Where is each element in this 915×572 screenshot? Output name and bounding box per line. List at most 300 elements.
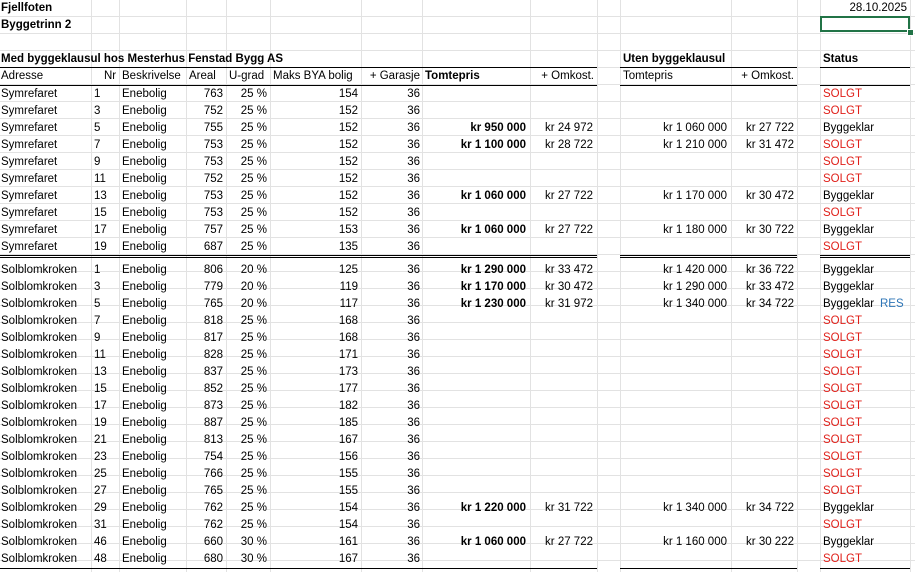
cell-ugrad[interactable]: 25 % bbox=[240, 139, 267, 151]
cell-omkost-uten[interactable]: kr 33 472 bbox=[746, 281, 794, 293]
cell-ugrad[interactable]: 20 % bbox=[240, 264, 267, 276]
cell-adresse[interactable]: Symrefaret bbox=[1, 105, 58, 117]
cell-areal[interactable]: 754 bbox=[203, 451, 223, 463]
cell-maks-bya[interactable]: 185 bbox=[338, 417, 358, 429]
cell-beskrivelse[interactable]: Enebolig bbox=[122, 485, 167, 497]
cell-nr[interactable]: 48 bbox=[94, 553, 107, 565]
cell-omkost-uten[interactable]: kr 30 472 bbox=[746, 190, 794, 202]
cell-ugrad[interactable]: 25 % bbox=[240, 485, 267, 497]
cell-areal[interactable]: 757 bbox=[203, 224, 223, 236]
cell-omkost[interactable] bbox=[530, 432, 593, 449]
cell-tomtepris-uten[interactable] bbox=[620, 432, 727, 449]
cell-adresse[interactable]: Solblomkroken bbox=[1, 468, 78, 480]
cell-tomtepris[interactable] bbox=[422, 364, 526, 381]
cell-beskrivelse[interactable]: Enebolig bbox=[122, 553, 167, 565]
cell-garasje[interactable]: 36 bbox=[407, 173, 420, 185]
cell-tomtepris-uten[interactable]: kr 1 170 000 bbox=[663, 190, 727, 202]
cell-status[interactable]: SOLGT bbox=[823, 207, 862, 219]
cell-omkost[interactable] bbox=[530, 398, 593, 415]
cell-status[interactable]: SOLGT bbox=[823, 88, 862, 100]
cell-tomtepris[interactable] bbox=[422, 205, 526, 222]
cell-ugrad[interactable]: 30 % bbox=[240, 536, 267, 548]
cell-status[interactable]: Byggeklar bbox=[823, 190, 875, 202]
cell-status[interactable]: SOLGT bbox=[823, 434, 862, 446]
cell-nr[interactable]: 23 bbox=[94, 451, 107, 463]
cell-omkost-uten[interactable] bbox=[731, 103, 794, 120]
cell-areal[interactable]: 753 bbox=[203, 139, 223, 151]
cell-omkost[interactable] bbox=[530, 154, 593, 171]
fill-handle[interactable] bbox=[907, 29, 914, 36]
cell-reserved-flag[interactable]: RES bbox=[880, 298, 904, 310]
cell-tomtepris[interactable] bbox=[422, 154, 526, 171]
cell-garasje[interactable]: 36 bbox=[407, 122, 420, 134]
cell-tomtepris-uten[interactable]: kr 1 060 000 bbox=[663, 122, 727, 134]
cell-beskrivelse[interactable]: Enebolig bbox=[122, 315, 167, 327]
cell-omkost[interactable] bbox=[530, 313, 593, 330]
cell-omkost[interactable] bbox=[530, 171, 593, 188]
cell-maks-bya[interactable]: 117 bbox=[339, 298, 358, 310]
cell-garasje[interactable]: 36 bbox=[407, 485, 420, 497]
cell-nr[interactable]: 15 bbox=[94, 207, 107, 219]
cell-maks-bya[interactable]: 152 bbox=[338, 156, 358, 168]
cell-status[interactable]: Byggeklar bbox=[823, 224, 875, 236]
cell-adresse[interactable]: Symrefaret bbox=[1, 207, 58, 219]
cell-maks-bya[interactable]: 177 bbox=[338, 383, 358, 395]
cell-tomtepris-uten[interactable] bbox=[620, 381, 727, 398]
cell-adresse[interactable]: Solblomkroken bbox=[1, 485, 78, 497]
cell-maks-bya[interactable]: 156 bbox=[338, 451, 358, 463]
cell-beskrivelse[interactable]: Enebolig bbox=[122, 224, 167, 236]
cell-adresse[interactable]: Solblomkroken bbox=[1, 349, 78, 361]
cell-maks-bya[interactable]: 152 bbox=[338, 139, 358, 151]
cell-omkost[interactable]: kr 28 722 bbox=[545, 139, 593, 151]
cell-areal[interactable]: 687 bbox=[203, 241, 223, 253]
cell-maks-bya[interactable]: 119 bbox=[339, 281, 358, 293]
cell-ugrad[interactable]: 25 % bbox=[240, 468, 267, 480]
cell-status[interactable]: SOLGT bbox=[823, 105, 862, 117]
cell-nr[interactable]: 7 bbox=[94, 315, 101, 327]
cell-tomtepris[interactable] bbox=[422, 103, 526, 120]
cell-beskrivelse[interactable]: Enebolig bbox=[122, 156, 167, 168]
cell-garasje[interactable]: 36 bbox=[407, 315, 420, 327]
cell-adresse[interactable]: Solblomkroken bbox=[1, 298, 78, 310]
cell-garasje[interactable]: 36 bbox=[407, 139, 420, 151]
cell-omkost-uten[interactable] bbox=[731, 517, 794, 534]
cell-adresse[interactable]: Solblomkroken bbox=[1, 553, 78, 565]
cell-ugrad[interactable]: 25 % bbox=[240, 349, 267, 361]
cell-tomtepris[interactable] bbox=[422, 313, 526, 330]
cell-nr[interactable]: 17 bbox=[94, 400, 107, 412]
cell-garasje[interactable]: 36 bbox=[407, 349, 420, 361]
cell-garasje[interactable]: 36 bbox=[407, 332, 420, 344]
cell-omkost-uten[interactable]: kr 36 722 bbox=[746, 264, 794, 276]
cell-tomtepris-uten[interactable]: kr 1 180 000 bbox=[663, 224, 727, 236]
cell-status[interactable]: SOLGT bbox=[823, 383, 862, 395]
cell-ugrad[interactable]: 25 % bbox=[240, 519, 267, 531]
cell-adresse[interactable]: Solblomkroken bbox=[1, 434, 78, 446]
cell-omkost[interactable] bbox=[530, 466, 593, 483]
cell-garasje[interactable]: 36 bbox=[407, 190, 420, 202]
cell-omkost-uten[interactable] bbox=[731, 415, 794, 432]
cell-tomtepris-uten[interactable]: kr 1 340 000 bbox=[663, 502, 727, 514]
cell-areal[interactable]: 817 bbox=[203, 332, 223, 344]
cell-adresse[interactable]: Symrefaret bbox=[1, 190, 58, 202]
cell-tomtepris[interactable]: kr 1 220 000 bbox=[460, 502, 526, 514]
cell-nr[interactable]: 29 bbox=[94, 502, 107, 514]
cell-nr[interactable]: 46 bbox=[94, 536, 107, 548]
cell-omkost[interactable]: kr 31 722 bbox=[545, 502, 593, 514]
cell-areal[interactable]: 762 bbox=[203, 502, 223, 514]
cell-areal[interactable]: 763 bbox=[203, 88, 223, 100]
cell-status[interactable]: SOLGT bbox=[823, 451, 862, 463]
cell-status[interactable]: Byggeklar bbox=[823, 122, 875, 134]
cell-status[interactable]: SOLGT bbox=[823, 366, 862, 378]
cell-beskrivelse[interactable]: Enebolig bbox=[122, 241, 167, 253]
cell-garasje[interactable]: 36 bbox=[407, 468, 420, 480]
cell-tomtepris[interactable]: kr 1 170 000 bbox=[460, 281, 526, 293]
cell-areal[interactable]: 765 bbox=[203, 485, 223, 497]
cell-adresse[interactable]: Solblomkroken bbox=[1, 383, 78, 395]
cell-omkost-uten[interactable]: kr 30 222 bbox=[746, 536, 794, 548]
cell-areal[interactable]: 818 bbox=[203, 315, 223, 327]
cell-ugrad[interactable]: 20 % bbox=[240, 298, 267, 310]
cell-ugrad[interactable]: 25 % bbox=[240, 88, 267, 100]
cell-adresse[interactable]: Solblomkroken bbox=[1, 281, 78, 293]
cell-beskrivelse[interactable]: Enebolig bbox=[122, 468, 167, 480]
cell-ugrad[interactable]: 25 % bbox=[240, 224, 267, 236]
cell-beskrivelse[interactable]: Enebolig bbox=[122, 281, 167, 293]
cell-omkost-uten[interactable]: kr 34 722 bbox=[746, 502, 794, 514]
cell-nr[interactable]: 3 bbox=[94, 105, 101, 117]
cell-omkost[interactable] bbox=[530, 449, 593, 466]
cell-ugrad[interactable]: 25 % bbox=[240, 105, 267, 117]
cell-omkost[interactable]: kr 27 722 bbox=[545, 224, 593, 236]
cell-omkost-uten[interactable] bbox=[731, 466, 794, 483]
cell-nr[interactable]: 1 bbox=[94, 88, 101, 100]
cell-nr[interactable]: 9 bbox=[94, 156, 101, 168]
cell-areal[interactable]: 828 bbox=[203, 349, 223, 361]
cell-areal[interactable]: 766 bbox=[203, 468, 223, 480]
cell-beskrivelse[interactable]: Enebolig bbox=[122, 122, 167, 134]
cell-ugrad[interactable]: 25 % bbox=[240, 190, 267, 202]
cell-ugrad[interactable]: 25 % bbox=[240, 122, 267, 134]
cell-beskrivelse[interactable]: Enebolig bbox=[122, 400, 167, 412]
cell-omkost-uten[interactable] bbox=[731, 205, 794, 222]
cell-areal[interactable]: 680 bbox=[203, 553, 223, 565]
cell-status[interactable]: SOLGT bbox=[823, 468, 862, 480]
cell-areal[interactable]: 837 bbox=[203, 366, 223, 378]
cell-tomtepris-uten[interactable] bbox=[620, 415, 727, 432]
cell-adresse[interactable]: Solblomkroken bbox=[1, 536, 78, 548]
cell-maks-bya[interactable]: 182 bbox=[338, 400, 358, 412]
cell-maks-bya[interactable]: 167 bbox=[338, 553, 358, 565]
cell-areal[interactable]: 660 bbox=[203, 536, 223, 548]
cell-garasje[interactable]: 36 bbox=[407, 241, 420, 253]
cell-areal[interactable]: 873 bbox=[203, 400, 223, 412]
cell-nr[interactable]: 11 bbox=[94, 349, 106, 361]
cell-garasje[interactable]: 36 bbox=[407, 536, 420, 548]
cell-status[interactable]: SOLGT bbox=[823, 241, 862, 253]
cell-garasje[interactable]: 36 bbox=[407, 156, 420, 168]
cell-nr[interactable]: 17 bbox=[94, 224, 107, 236]
cell-garasje[interactable]: 36 bbox=[407, 264, 420, 276]
cell-nr[interactable]: 5 bbox=[94, 122, 101, 134]
cell-beskrivelse[interactable]: Enebolig bbox=[122, 190, 167, 202]
cell-omkost-uten[interactable] bbox=[731, 86, 794, 103]
cell-tomtepris-uten[interactable]: kr 1 340 000 bbox=[663, 298, 727, 310]
cell-tomtepris[interactable] bbox=[422, 171, 526, 188]
cell-areal[interactable]: 753 bbox=[203, 207, 223, 219]
cell-garasje[interactable]: 36 bbox=[407, 434, 420, 446]
cell-adresse[interactable]: Solblomkroken bbox=[1, 315, 78, 327]
cell-tomtepris-uten[interactable] bbox=[620, 449, 727, 466]
cell-adresse[interactable]: Symrefaret bbox=[1, 88, 58, 100]
cell-adresse[interactable]: Symrefaret bbox=[1, 139, 58, 151]
cell-status[interactable]: Byggeklar bbox=[823, 502, 875, 514]
cell-status[interactable]: Byggeklar bbox=[823, 536, 875, 548]
cell-tomtepris[interactable] bbox=[422, 347, 526, 364]
cell-adresse[interactable]: Solblomkroken bbox=[1, 417, 78, 429]
cell-omkost[interactable] bbox=[530, 330, 593, 347]
cell-adresse[interactable]: Solblomkroken bbox=[1, 519, 78, 531]
cell-maks-bya[interactable]: 161 bbox=[338, 536, 358, 548]
cell-tomtepris[interactable] bbox=[422, 449, 526, 466]
cell-beskrivelse[interactable]: Enebolig bbox=[122, 349, 167, 361]
cell-areal[interactable]: 813 bbox=[203, 434, 223, 446]
cell-areal[interactable]: 752 bbox=[203, 105, 223, 117]
cell-garasje[interactable]: 36 bbox=[407, 519, 420, 531]
cell-tomtepris-uten[interactable]: kr 1 210 000 bbox=[663, 139, 727, 151]
cell-ugrad[interactable]: 30 % bbox=[240, 553, 267, 565]
cell-adresse[interactable]: Symrefaret bbox=[1, 224, 58, 236]
cell-status[interactable]: Byggeklar bbox=[823, 281, 875, 293]
cell-adresse[interactable]: Solblomkroken bbox=[1, 332, 78, 344]
cell-maks-bya[interactable]: 154 bbox=[338, 88, 358, 100]
cell-omkost[interactable] bbox=[530, 86, 593, 103]
cell-maks-bya[interactable]: 173 bbox=[338, 366, 358, 378]
cell-areal[interactable]: 762 bbox=[203, 519, 223, 531]
cell-omkost-uten[interactable] bbox=[731, 449, 794, 466]
cell-ugrad[interactable]: 25 % bbox=[240, 451, 267, 463]
cell-tomtepris[interactable] bbox=[422, 398, 526, 415]
cell-areal[interactable]: 752 bbox=[203, 173, 223, 185]
cell-maks-bya[interactable]: 168 bbox=[338, 315, 358, 327]
cell-tomtepris-uten[interactable] bbox=[620, 313, 727, 330]
cell-tomtepris-uten[interactable] bbox=[620, 171, 727, 188]
cell-ugrad[interactable]: 25 % bbox=[240, 383, 267, 395]
cell-tomtepris[interactable] bbox=[422, 239, 526, 256]
cell-nr[interactable]: 15 bbox=[94, 383, 107, 395]
cell-nr[interactable]: 7 bbox=[94, 139, 101, 151]
cell-maks-bya[interactable]: 152 bbox=[338, 122, 358, 134]
cell-tomtepris[interactable] bbox=[422, 483, 526, 500]
cell-areal[interactable]: 806 bbox=[203, 264, 223, 276]
cell-omkost[interactable] bbox=[530, 347, 593, 364]
cell-garasje[interactable]: 36 bbox=[407, 553, 420, 565]
cell-status[interactable]: Byggeklar bbox=[823, 264, 875, 276]
cell-tomtepris[interactable]: kr 1 290 000 bbox=[460, 264, 526, 276]
cell-areal[interactable]: 852 bbox=[203, 383, 223, 395]
cell-adresse[interactable]: Symrefaret bbox=[1, 122, 58, 134]
cell-omkost-uten[interactable] bbox=[731, 551, 794, 568]
active-cell-selection[interactable] bbox=[820, 16, 910, 32]
cell-omkost[interactable]: kr 33 472 bbox=[545, 264, 593, 276]
cell-omkost-uten[interactable] bbox=[731, 483, 794, 500]
cell-tomtepris[interactable] bbox=[422, 381, 526, 398]
cell-status[interactable]: SOLGT bbox=[823, 315, 862, 327]
cell-status[interactable]: SOLGT bbox=[823, 349, 862, 361]
cell-beskrivelse[interactable]: Enebolig bbox=[122, 88, 167, 100]
cell-maks-bya[interactable]: 155 bbox=[338, 468, 358, 480]
cell-status[interactable]: SOLGT bbox=[823, 173, 862, 185]
cell-ugrad[interactable]: 25 % bbox=[240, 241, 267, 253]
cell-ugrad[interactable]: 25 % bbox=[240, 400, 267, 412]
cell-tomtepris-uten[interactable] bbox=[620, 483, 727, 500]
cell-beskrivelse[interactable]: Enebolig bbox=[122, 105, 167, 117]
cell-maks-bya[interactable]: 152 bbox=[338, 105, 358, 117]
cell-maks-bya[interactable]: 152 bbox=[338, 207, 358, 219]
cell-areal[interactable]: 753 bbox=[203, 190, 223, 202]
cell-omkost-uten[interactable] bbox=[731, 171, 794, 188]
cell-tomtepris-uten[interactable] bbox=[620, 466, 727, 483]
cell-nr[interactable]: 3 bbox=[94, 281, 101, 293]
cell-maks-bya[interactable]: 171 bbox=[338, 349, 358, 361]
cell-nr[interactable]: 31 bbox=[94, 519, 107, 531]
cell-tomtepris[interactable] bbox=[422, 415, 526, 432]
cell-areal[interactable]: 765 bbox=[203, 298, 223, 310]
cell-tomtepris-uten[interactable] bbox=[620, 398, 727, 415]
cell-omkost-uten[interactable] bbox=[731, 313, 794, 330]
cell-tomtepris-uten[interactable] bbox=[620, 154, 727, 171]
cell-adresse[interactable]: Symrefaret bbox=[1, 241, 58, 253]
cell-tomtepris[interactable] bbox=[422, 517, 526, 534]
cell-omkost[interactable] bbox=[530, 415, 593, 432]
cell-maks-bya[interactable]: 152 bbox=[338, 190, 358, 202]
cell-beskrivelse[interactable]: Enebolig bbox=[122, 502, 167, 514]
cell-nr[interactable]: 13 bbox=[94, 190, 107, 202]
cell-tomtepris-uten[interactable] bbox=[620, 330, 727, 347]
cell-adresse[interactable]: Solblomkroken bbox=[1, 366, 78, 378]
cell-maks-bya[interactable]: 152 bbox=[338, 173, 358, 185]
cell-beskrivelse[interactable]: Enebolig bbox=[122, 298, 167, 310]
cell-ugrad[interactable]: 25 % bbox=[240, 173, 267, 185]
cell-garasje[interactable]: 36 bbox=[407, 502, 420, 514]
cell-status[interactable]: SOLGT bbox=[823, 553, 862, 565]
cell-ugrad[interactable]: 25 % bbox=[240, 434, 267, 446]
cell-omkost[interactable]: kr 27 722 bbox=[545, 190, 593, 202]
cell-garasje[interactable]: 36 bbox=[407, 207, 420, 219]
cell-status[interactable]: SOLGT bbox=[823, 139, 862, 151]
cell-tomtepris[interactable] bbox=[422, 432, 526, 449]
cell-adresse[interactable]: Symrefaret bbox=[1, 156, 58, 168]
cell-beskrivelse[interactable]: Enebolig bbox=[122, 139, 167, 151]
cell-areal[interactable]: 887 bbox=[203, 417, 223, 429]
cell-nr[interactable]: 11 bbox=[94, 173, 106, 185]
cell-maks-bya[interactable]: 154 bbox=[338, 502, 358, 514]
cell-garasje[interactable]: 36 bbox=[407, 298, 420, 310]
cell-tomtepris-uten[interactable] bbox=[620, 239, 727, 256]
cell-beskrivelse[interactable]: Enebolig bbox=[122, 366, 167, 378]
cell-adresse[interactable]: Solblomkroken bbox=[1, 451, 78, 463]
cell-ugrad[interactable]: 25 % bbox=[240, 332, 267, 344]
cell-omkost[interactable] bbox=[530, 517, 593, 534]
cell-omkost[interactable] bbox=[530, 364, 593, 381]
cell-maks-bya[interactable]: 155 bbox=[338, 485, 358, 497]
cell-beskrivelse[interactable]: Enebolig bbox=[122, 173, 167, 185]
cell-tomtepris[interactable] bbox=[422, 330, 526, 347]
cell-areal[interactable]: 753 bbox=[203, 156, 223, 168]
cell-tomtepris-uten[interactable] bbox=[620, 347, 727, 364]
cell-maks-bya[interactable]: 153 bbox=[338, 224, 358, 236]
cell-garasje[interactable]: 36 bbox=[407, 224, 420, 236]
cell-beskrivelse[interactable]: Enebolig bbox=[122, 536, 167, 548]
cell-status[interactable]: SOLGT bbox=[823, 332, 862, 344]
cell-tomtepris-uten[interactable] bbox=[620, 205, 727, 222]
cell-omkost[interactable] bbox=[530, 551, 593, 568]
date-cell[interactable]: 28.10.2025 bbox=[849, 2, 907, 14]
cell-nr[interactable]: 27 bbox=[94, 485, 107, 497]
cell-omkost-uten[interactable]: kr 34 722 bbox=[746, 298, 794, 310]
cell-tomtepris[interactable] bbox=[422, 551, 526, 568]
cell-omkost[interactable] bbox=[530, 239, 593, 256]
cell-omkost-uten[interactable] bbox=[731, 239, 794, 256]
cell-status[interactable]: SOLGT bbox=[823, 400, 862, 412]
cell-omkost-uten[interactable] bbox=[731, 330, 794, 347]
cell-garasje[interactable]: 36 bbox=[407, 281, 420, 293]
cell-ugrad[interactable]: 25 % bbox=[240, 366, 267, 378]
cell-beskrivelse[interactable]: Enebolig bbox=[122, 417, 167, 429]
cell-tomtepris[interactable]: kr 1 060 000 bbox=[460, 224, 526, 236]
cell-garasje[interactable]: 36 bbox=[407, 88, 420, 100]
cell-nr[interactable]: 9 bbox=[94, 332, 101, 344]
cell-beskrivelse[interactable]: Enebolig bbox=[122, 434, 167, 446]
cell-tomtepris-uten[interactable] bbox=[620, 364, 727, 381]
cell-ugrad[interactable]: 25 % bbox=[240, 502, 267, 514]
cell-nr[interactable]: 19 bbox=[94, 241, 107, 253]
cell-omkost[interactable]: kr 31 972 bbox=[545, 298, 593, 310]
cell-omkost-uten[interactable]: kr 31 472 bbox=[746, 139, 794, 151]
cell-tomtepris[interactable]: kr 1 060 000 bbox=[460, 190, 526, 202]
cell-tomtepris[interactable]: kr 1 100 000 bbox=[460, 139, 526, 151]
cell-tomtepris-uten[interactable] bbox=[620, 86, 727, 103]
cell-ugrad[interactable]: 25 % bbox=[240, 315, 267, 327]
cell-nr[interactable]: 13 bbox=[94, 366, 107, 378]
cell-garasje[interactable]: 36 bbox=[407, 451, 420, 463]
cell-maks-bya[interactable]: 125 bbox=[338, 264, 358, 276]
cell-tomtepris[interactable]: kr 950 000 bbox=[470, 122, 526, 134]
cell-adresse[interactable]: Solblomkroken bbox=[1, 264, 78, 276]
cell-omkost[interactable]: kr 27 722 bbox=[545, 536, 593, 548]
cell-areal[interactable]: 755 bbox=[203, 122, 223, 134]
cell-omkost[interactable]: kr 30 472 bbox=[545, 281, 593, 293]
cell-areal[interactable]: 779 bbox=[203, 281, 223, 293]
cell-omkost-uten[interactable] bbox=[731, 381, 794, 398]
cell-tomtepris[interactable] bbox=[422, 86, 526, 103]
cell-adresse[interactable]: Solblomkroken bbox=[1, 502, 78, 514]
cell-tomtepris-uten[interactable]: kr 1 160 000 bbox=[663, 536, 727, 548]
cell-omkost-uten[interactable] bbox=[731, 154, 794, 171]
cell-maks-bya[interactable]: 167 bbox=[338, 434, 358, 446]
cell-maks-bya[interactable]: 135 bbox=[338, 241, 358, 253]
cell-status[interactable]: SOLGT bbox=[823, 417, 862, 429]
cell-nr[interactable]: 25 bbox=[94, 468, 107, 480]
cell-tomtepris-uten[interactable] bbox=[620, 517, 727, 534]
cell-omkost-uten[interactable] bbox=[731, 398, 794, 415]
cell-omkost[interactable] bbox=[530, 205, 593, 222]
cell-beskrivelse[interactable]: Enebolig bbox=[122, 519, 167, 531]
cell-garasje[interactable]: 36 bbox=[407, 400, 420, 412]
cell-tomtepris[interactable]: kr 1 230 000 bbox=[460, 298, 526, 310]
